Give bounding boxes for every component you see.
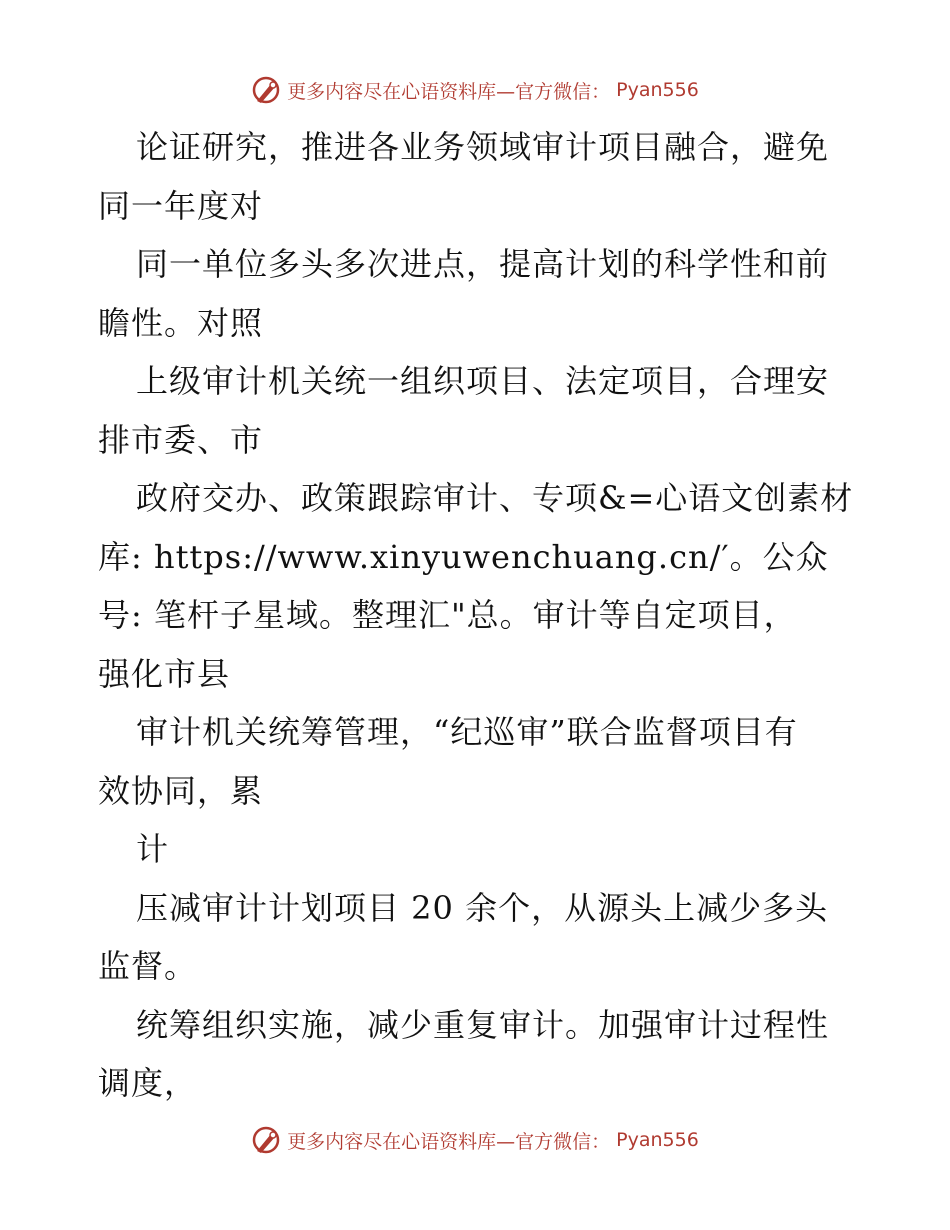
footer-watermark	[0, 1120, 950, 1160]
text-line: 效协同，累	[98, 771, 264, 810]
text-line: 同一单位多头多次进点，提高计划的科学性和前	[136, 245, 830, 283]
watermark-account: Pyan556	[616, 79, 699, 101]
text-line: 统筹组织实施，减少重复审计。加强审计过程性	[136, 1005, 830, 1044]
watermark-account: Pyan556	[616, 1129, 699, 1151]
text-line: 计	[136, 830, 170, 868]
text-line: 政府交办、政策跟踪审计、专项&=心语文创素材	[136, 479, 854, 517]
text-line: 监督。	[98, 947, 198, 985]
pen-circle-logo-icon	[251, 1125, 281, 1155]
text-line: 调度，	[98, 1064, 198, 1102]
text-line: 同一年度对	[98, 186, 264, 225]
text-line: 压减审计计划项目 20 余个，从源头上减少多头	[136, 888, 829, 927]
text-line: 库: https://www.xinyuwenchuang.cn/′。公众	[98, 537, 829, 576]
text-line: 论证研究，推进各业务领域审计项目融合，避免	[136, 128, 830, 166]
text-line: 瞻性。对照	[98, 303, 264, 342]
text-line: 号: 笔杆子星域。整理汇"总。审计等自定项目，	[98, 596, 797, 634]
header-watermark	[0, 70, 950, 110]
text-line: 审计机关统筹管理，“纪巡审”联合监督项目有	[136, 713, 798, 751]
text-line: 强化市县	[98, 654, 231, 693]
text-line: 上级审计机关统一组织项目、法定项目，合理安	[136, 362, 830, 400]
document-body	[98, 118, 858, 1113]
watermark-text: 更多内容尽在心语资料库—官方微信：	[287, 1130, 611, 1153]
watermark-text: 更多内容尽在心语资料库—官方微信：	[287, 80, 611, 103]
text-line: 排市委、市	[98, 420, 264, 459]
pen-circle-logo-icon	[251, 75, 281, 105]
